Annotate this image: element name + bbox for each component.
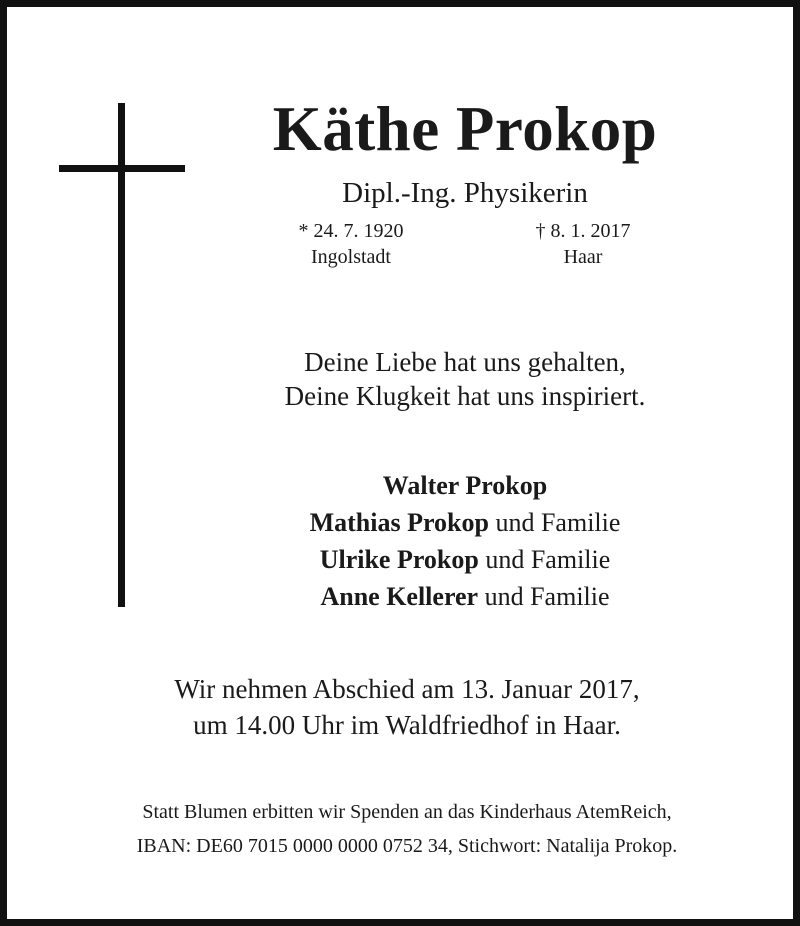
birth-date: * 24. 7. 1920: [298, 220, 404, 242]
mourner-row: [237, 578, 693, 615]
mourner-suffix: und Familie: [488, 508, 621, 537]
cross-icon-vertical-bar: [118, 103, 125, 607]
memorial-motto: [207, 345, 723, 413]
mourner-row: [237, 504, 693, 541]
donation-note: [37, 795, 777, 863]
mourner-name: Ulrike Prokop: [319, 545, 479, 574]
mourners-list: [237, 467, 693, 615]
death-date: † 8. 1. 2017: [535, 220, 631, 242]
mourner-suffix: und Familie: [478, 545, 611, 574]
motto-line: Deine Liebe hat uns gehalten,: [304, 347, 626, 377]
birth-place: Ingolstadt: [311, 246, 391, 268]
mourner-row: [237, 467, 693, 504]
farewell-line: Wir nehmen Abschied am 13. Januar 2017,: [174, 674, 640, 704]
mourner-name: Walter Prokop: [382, 471, 548, 500]
mourner-row: [237, 541, 693, 578]
donation-line: Statt Blumen erbitten wir Spenden an das Kinderhaus AtemReich,: [142, 801, 672, 823]
deceased-profession: Dipl.-Ing. Physikerin: [342, 177, 588, 209]
cross-icon-horizontal-bar: [59, 165, 185, 172]
funeral-announcement: [67, 671, 747, 743]
death-place: Haar: [563, 246, 603, 268]
deceased-name: Käthe Prokop: [272, 94, 658, 164]
mourner-name: Anne Kellerer: [320, 582, 479, 611]
death-info: [483, 218, 683, 270]
farewell-line: um 14.00 Uhr im Waldfriedhof in Haar.: [193, 710, 621, 740]
motto-line: Deine Klugkeit hat uns inspiriert.: [284, 381, 646, 411]
mourner-name: Mathias Prokop: [309, 508, 489, 537]
mourner-suffix: und Familie: [478, 582, 610, 611]
donation-line: IBAN: DE60 7015 0000 0000 0752 34, Stichwort: Natalija Prokop.: [136, 835, 678, 857]
birth-info: [251, 218, 451, 270]
